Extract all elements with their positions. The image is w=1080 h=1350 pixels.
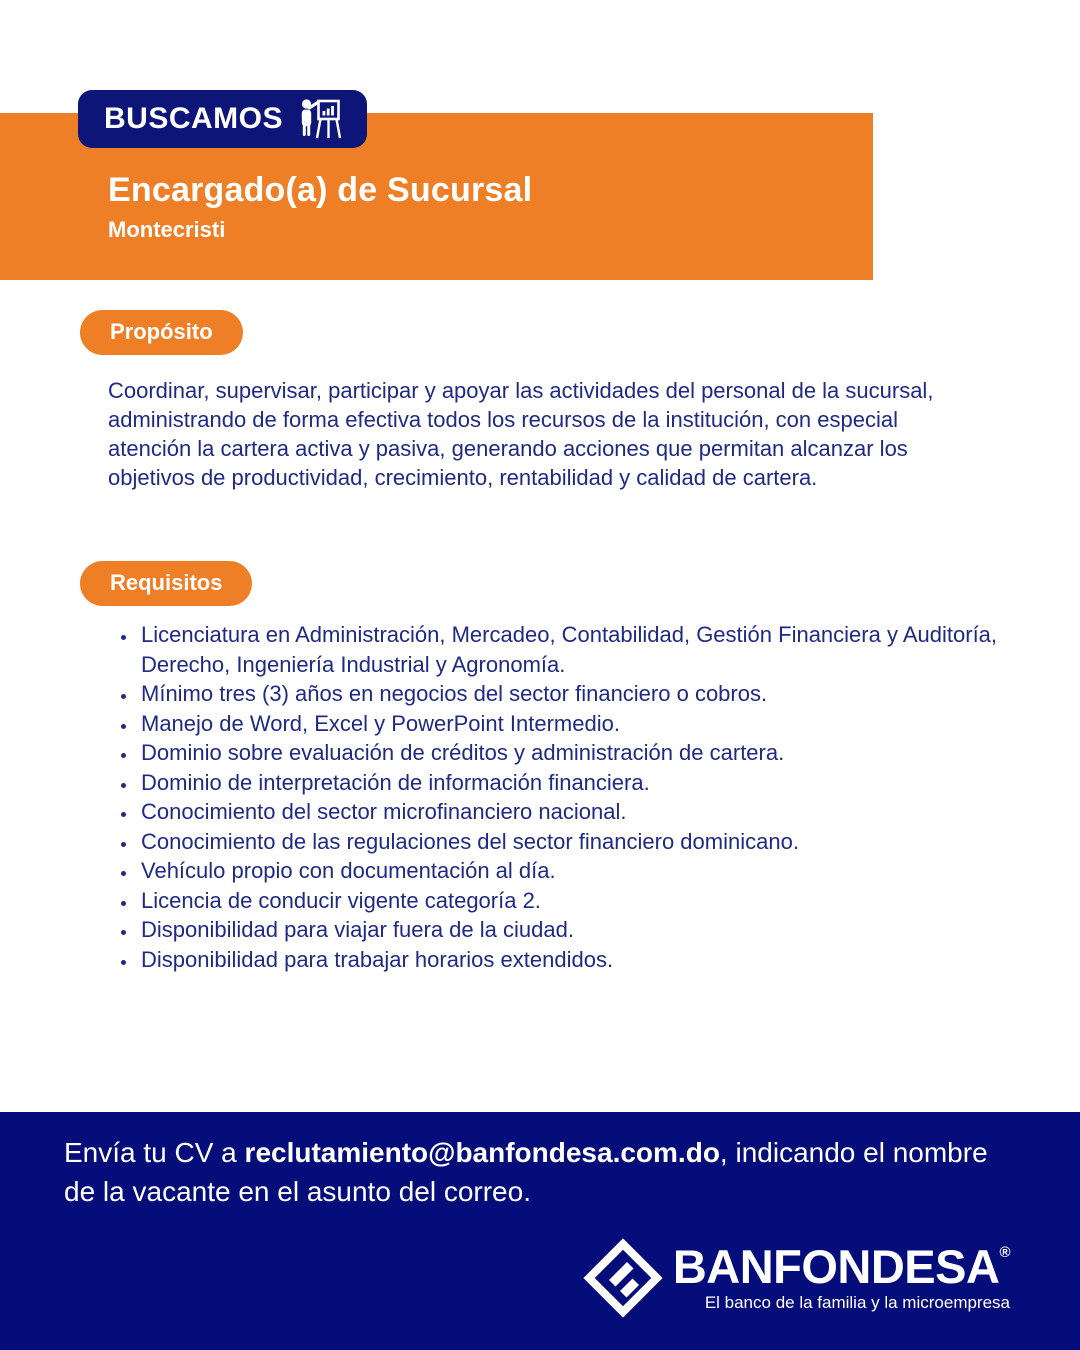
buscamos-badge <box>78 90 367 148</box>
requirement-item: • Conocimiento del sector microfinanciero nacional. <box>138 797 998 827</box>
job-location: Montecristi <box>108 217 226 243</box>
requirement-item: • Vehículo propio con documentación al día. <box>138 856 998 886</box>
requirement-item: • Dominio sobre evaluación de créditos y administración de cartera. <box>138 738 998 768</box>
requirement-item: • Licenciatura en Administración, Mercadeo, Contabilidad, Gestión Financiera y Auditoría, Derecho, Ingeniería Industrial y Agronomía. <box>138 620 998 679</box>
requirement-item: • Conocimiento de las regulaciones del sector financiero dominicano. <box>138 827 998 857</box>
logo-tagline: El banco de la familia y la microempresa <box>704 1293 1010 1312</box>
footer <box>0 1112 1080 1350</box>
logo-wordmark: BANFONDESA® <box>672 1240 1010 1293</box>
purpose-text: Coordinar, supervisar, participar y apoyar las actividades del personal de la sucursal, administrando de forma efectiva todos los recursos de la institución, con especial atención la cartera activa y pasiva, generando acciones que permitan alcanzar los objetivos de productividad, crecimiento, rentabilidad y calidad de cartera. <box>108 378 934 490</box>
cta-prefix: Envía tu CV a <box>64 1137 245 1168</box>
diamond-logo-icon <box>583 1238 663 1318</box>
recruitment-email[interactable]: reclutamiento@banfondesa.com.do <box>244 1137 720 1168</box>
requirements-pill: Requisitos <box>80 561 252 606</box>
logo-text-block <box>672 1240 1010 1313</box>
purpose-pill: Propósito <box>80 310 243 355</box>
presenter-easel-icon <box>297 98 343 140</box>
requirements-list <box>112 620 998 974</box>
requirement-item: • Licencia de conducir vigente categoría 2. <box>138 886 998 916</box>
requirement-item: • Manejo de Word, Excel y PowerPoint Intermedio. <box>138 709 998 739</box>
job-title: Encargado(a) de Sucursal <box>108 171 533 209</box>
banfondesa-logo <box>583 1238 1010 1318</box>
cta-suffix: , indicando el nombre de la vacante en el asunto del correo. <box>64 1137 988 1207</box>
registered-mark: ® <box>999 1244 1010 1261</box>
cta-text <box>64 1133 1016 1211</box>
requirement-item: • Mínimo tres (3) años en negocios del sector financiero o cobros. <box>138 679 998 709</box>
requirement-item: • Disponibilidad para viajar fuera de la ciudad. <box>138 915 998 945</box>
requirement-item: • Disponibilidad para trabajar horarios extendidos. <box>138 945 998 975</box>
requirement-item: • Dominio de interpretación de información financiera. <box>138 768 998 798</box>
buscamos-label: BUSCAMOS <box>104 102 284 135</box>
